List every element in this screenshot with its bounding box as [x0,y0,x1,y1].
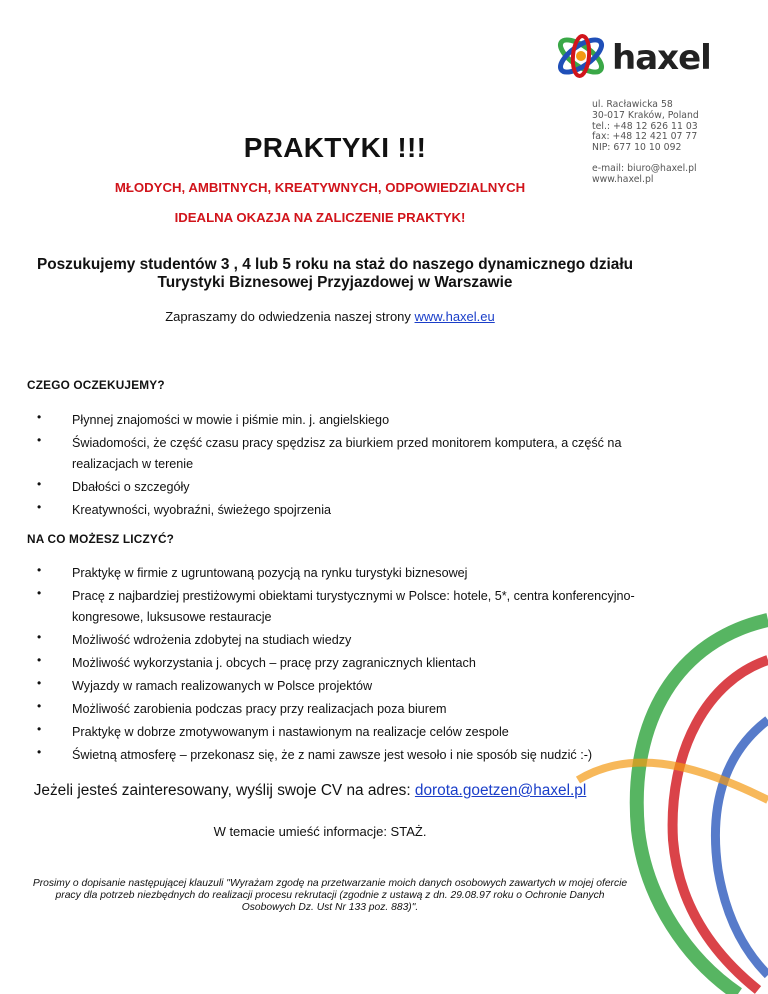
bullet-icon: • [37,563,42,577]
company-nip: NIP: 677 10 10 092 [592,142,682,154]
apply-text: Jeżeli jesteś zainteresowany, wyślij swoje CV na adres: [33,782,415,799]
company-phone: tel.: +48 12 626 11 03 [592,120,698,132]
company-www: www.haxel.pl [592,173,654,185]
list-item: • Możliwość wykorzystania j. obcych – pracę przy zagranicznych klientach [37,653,476,670]
intro-paragraph [0,256,670,292]
disclaimer-line-2: pracy dla potrzeb niezbędnych do realizacji procesu rekrutacji (zgodnie z ustawą z dn. 29.08.97 roku o Ochronie Danych [55,890,605,901]
address-city: 30-017 Kraków, Poland [592,109,699,121]
list-item: • Praktykę w dobrze zmotywowanym i nastawionym na realizacje celów zespole [37,722,509,739]
list-item: • Świadomości, że część czasu pracy spędzisz za biurkiem przed monitorem komputera, a część na realizacjach w terenie [37,433,622,471]
logo-wordmark: haxel [612,38,711,78]
visit-line [0,309,660,324]
bullet-icon: • [37,699,42,713]
bullet-icon: • [37,433,42,447]
bullet-icon: • [37,676,42,690]
bullet-icon: • [37,630,42,644]
bullet-icon: • [37,477,42,491]
offers-list [0,563,660,768]
bullet-icon: • [37,722,42,736]
company-fax: fax: +48 12 421 07 77 [592,131,698,143]
bullet-icon: • [37,653,42,667]
website-link[interactable]: www.haxel.eu [414,309,495,324]
bullet-icon: • [37,745,42,759]
expectations-heading: CZEGO OCZEKUJEMY? [27,378,165,392]
list-item: • Wyjazdy w ramach realizowanych w Polsce projektów [37,676,373,693]
visit-text: Zapraszamy do odwiedzenia naszej strony [165,309,415,324]
list-item: • Płynnej znajomości w mowie i piśmie min. j. angielskiego [37,410,390,427]
email-link[interactable]: dorota.goetzen@haxel.pl [414,782,587,799]
company-email: e-mail: biuro@haxel.pl [592,163,697,174]
gdpr-disclaimer [30,878,630,914]
apply-line [0,782,620,800]
page-title: PRAKTYKI !!! [243,132,427,163]
subject-instruction: W temacie umieść informacje: STAŻ. [213,824,427,839]
list-item: • Dbałości o szczegóły [37,477,190,494]
list-item: • Kreatywności, wyobraźni, świeżego spojrzenia [37,500,331,517]
offers-heading: NA CO MOŻESZ LICZYĆ? [27,532,175,546]
list-item: • Możliwość zarobienia podczas pracy przy realizacjach poza biurem [37,699,447,716]
tagline: IDEALNA OKAZJA NA ZALICZENIE PRAKTYK! [174,210,466,225]
list-item: • Świetną atmosferę – przekonasz się, że z nami zawsze jest wesoło i nie sposób się nudzić :-) [37,745,593,762]
bullet-icon: • [37,586,42,600]
logo-swirl-icon [556,34,607,78]
list-item: • Praktykę w firmie z ugruntowaną pozycją na rynku turystyki biznesowej [37,563,468,580]
expectations-list [0,410,660,523]
subtitle: MŁODYCH, AMBITNYCH, KREATYWNYCH, ODPOWIEDZIALNYCH [114,180,526,195]
disclaimer-line-3: Osobowych Dz. Ust Nr 133 poz. 883)". [241,902,419,913]
bullet-icon: • [37,410,42,424]
disclaimer-line-1: Prosimy o dopisanie następującej klauzuli "Wyrażam zgodę na przetwarzanie moich danych osobowych zawartych w mojej ofercie [32,878,628,889]
address-street: ul. Racławicka 58 [592,99,673,110]
list-item: • Pracę z najbardziej prestiżowymi obiektami turystycznymi w Polsce: hotele, 5*, centra konferencyjno-kongresowe, luksusowe restauracje [37,586,635,624]
intro-line-1: Poszukujemy studentów 3 , 4 lub 5 roku na staż do naszego dynamicznego działu [36,256,634,273]
list-item: • Możliwość wdrożenia zdobytej na studiach wiedzy [37,630,352,647]
bullet-icon: • [37,500,42,514]
intro-line-2: Turystyki Biznesowej Przyjazdowej w Warszawie [157,274,513,291]
